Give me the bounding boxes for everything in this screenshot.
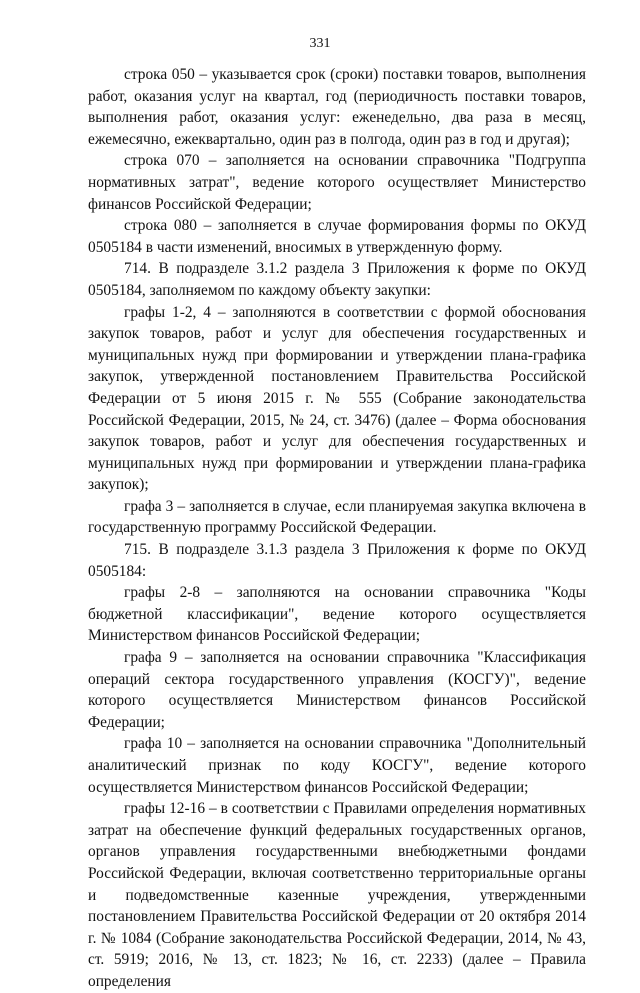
document-body bbox=[88, 64, 586, 993]
paragraph-line-070: строка 070 – заполняется на основании справочника "Подгруппа нормативных затрат", ведение которого осуществляет Министерство финансов Российской Федерации; bbox=[88, 152, 586, 213]
paragraph-columns-12-16: графы 12-16 – в соответствии с Правилами определения нормативных затрат на обеспечение функций федеральных государственных органов, органов управления государственными внебюджетными фондами Российской Федерации, включая соответственно территориальные органы и подведомственные казенные учреждения, утвержденными постановлением Правительства Российской Федерации от 20 октября 2014 г. № 1084 (Собрание законодательства Российской Федерации, 2014, № 43, ст. 5919; 2016, № 13, ст. 1823; № 16, ст. 2233) (далее – Правила определения bbox=[88, 800, 586, 990]
paragraph-columns-2-8: графы 2-8 – заполняются на основании справочника "Коды бюджетной классификации", ведение которого осуществляется Министерством финансов Российской Федерации; bbox=[88, 584, 586, 645]
paragraph-column-10: графа 10 – заполняется на основании справочника "Дополнительный аналитический признак по коду КОСГУ", ведение которого осуществляется Министерством финансов Российской Федерации; bbox=[88, 735, 586, 796]
paragraph-715: 715. В подразделе 3.1.3 раздела 3 Приложения к форме по ОКУД 0505184: bbox=[88, 541, 586, 580]
paragraph-line-050: строка 050 – указывается срок (сроки) поставки товаров, выполнения работ, оказания услуг на квартал, год (периодичность поставки товаров, выполнения работ, оказания услуг: еженедельно, два раза в месяц, ежемесячно, ежеквартально, один раз в полгода, один раз в год и другая); bbox=[88, 66, 586, 148]
paragraph-714: 714. В подразделе 3.1.2 раздела 3 Приложения к форме по ОКУД 0505184, заполняемом по каждому объекту закупки: bbox=[88, 260, 586, 299]
paragraph-line-080: строка 080 – заполняется в случае формирования формы по ОКУД 0505184 в части изменений, вносимых в утвержденную форму. bbox=[88, 217, 586, 256]
paragraph-column-9: графа 9 – заполняется на основании справочника "Классификация операций сектора государственного управления (КОСГУ)", ведение которого осуществляется Министерством финансов Российской Федерации; bbox=[88, 649, 586, 731]
paragraph-column-3: графа 3 – заполняется в случае, если планируемая закупка включена в государственную программу Российской Федерации. bbox=[88, 497, 586, 537]
paragraph-columns-1-2-4: графы 1-2, 4 – заполняются в соответствии с формой обоснования закупок товаров, работ и услуг для обеспечения государственных и муниципальных нужд при формировании и утверждении плана-графика закупок, утвержденной постановлением Правительства Российской Федерации от 5 июня 2015 г. № 555 (Собрание законодательства Российской Федерации, 2015, № 24, ст. 3476) (далее – Форма обоснования закупок товаров, работ и услуг для обеспечения государственных и муниципальных нужд при формировании и утверждении плана-графика закупок); bbox=[88, 303, 586, 494]
page-number: 331 bbox=[309, 36, 331, 51]
